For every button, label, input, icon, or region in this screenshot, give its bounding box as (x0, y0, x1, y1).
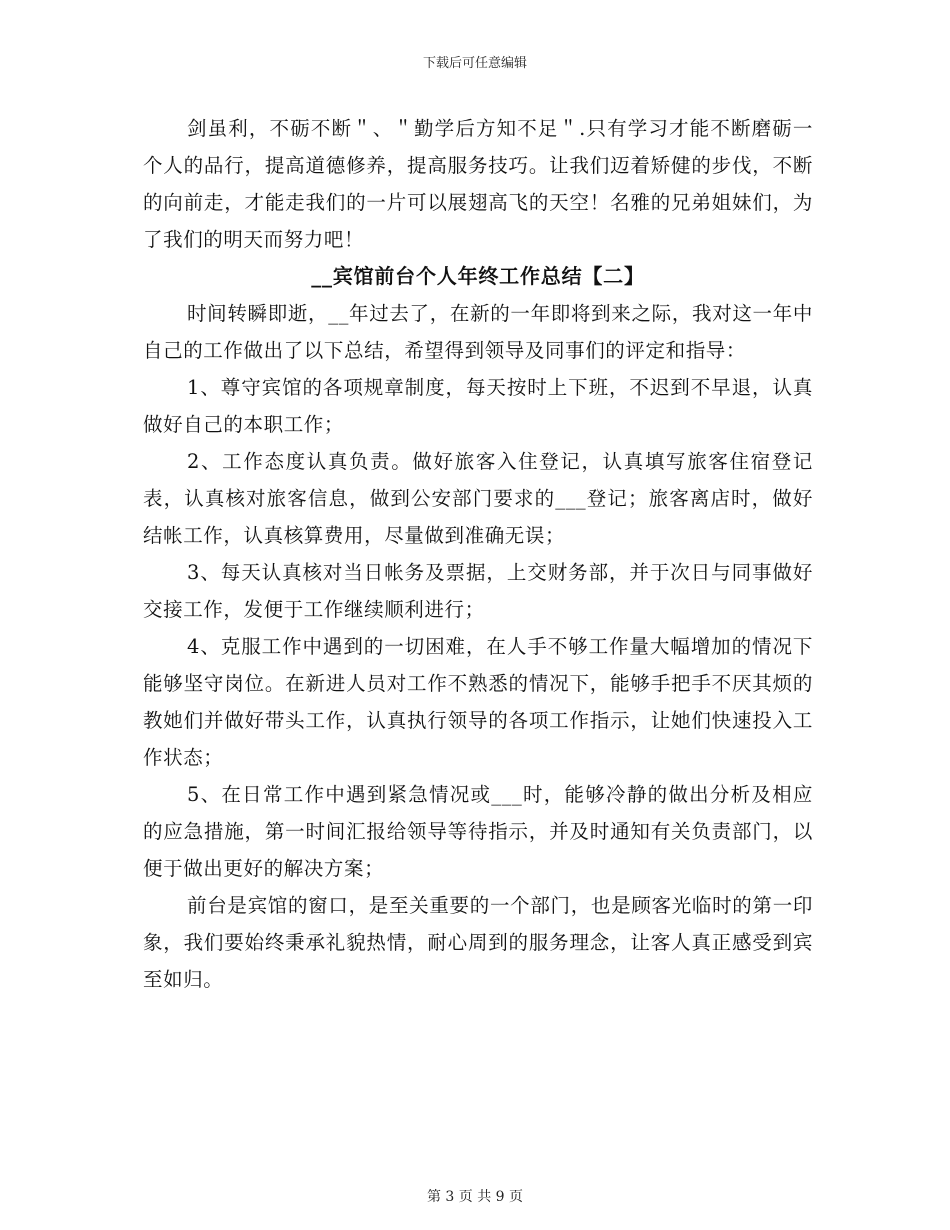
page-number: 第 3 页 共 9 页 (426, 1189, 524, 1205)
section-title: __宾馆前台个人年终工作总结【二】 (311, 264, 645, 288)
closing-paragraph: 前台是宾馆的窗口，是至关重要的一个部门，也是顾客光临时的第一印象，我们要始终秉承礼貌热情，耐心周到的服务理念，让客人真正感受到宾至如归。 (143, 894, 813, 991)
page-header-note: 下载后可任意编辑 (422, 56, 527, 71)
list-item: 5、在日常工作中遇到紧急情况或___时，能够冷静的做出分析及相应的应急措施，第一时间汇报给领导等待指示，并及时通知有关负责部门，以便于做出更好的解决方案； (143, 783, 813, 880)
list-item: 3、每天认真核对当日帐务及票据，上交财务部，并于次日与同事做好交接工作，发便于工作继续顺利进行； (143, 561, 813, 621)
list-item: 1、尊守宾馆的各项规章制度，每天按时上下班，不迟到不早退，认真做好自己的本职工作； (143, 376, 813, 436)
continuation-paragraph: 剑虽利，不砺不断＂、＂勤学后方知不足＂.只有学习才能不断磨砺一个人的品行，提高道德修养，提高服务技巧。让我们迈着矫健的步伐，不断的向前走，才能走我们的一片可以展翅高飞的天空！名雅的兄弟姐妹们，为了我们的明天而努力吧！ (143, 117, 813, 251)
list-item: 4、克服工作中遇到的一切困难，在人手不够工作量大幅增加的情况下能够坚守岗位。在新进人员对工作不熟悉的情况下，能够手把手不厌其烦的教她们并做好带头工作，认真执行领导的各项工作指示，让她们快速投入工作状态； (143, 635, 813, 769)
list-item: 2、工作态度认真负责。做好旅客入住登记，认真填写旅客住宿登记表，认真核对旅客信息，做到公安部门要求的___登记；旅客离店时，做好结帐工作，认真核算费用，尽量做到准确无误； (143, 450, 813, 547)
intro-paragraph: 时间转瞬即逝，__年过去了，在新的一年即将到来之际，我对这一年中自己的工作做出了以下总结，希望得到领导及同事们的评定和指导： (143, 302, 813, 362)
document-body (143, 110, 813, 998)
